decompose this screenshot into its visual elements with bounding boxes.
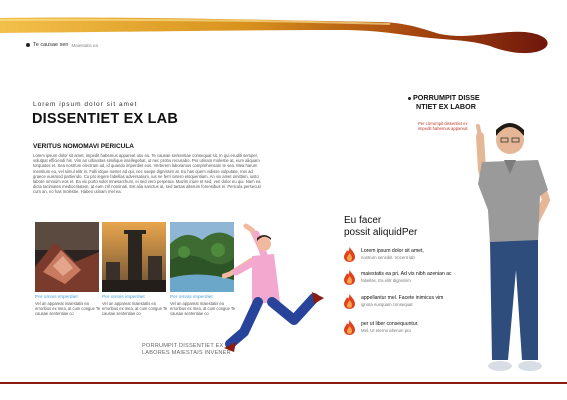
caption-text: Vel an appareat maiestatis ea erroribus ex mea, at cum congue Te causae sententiae co bbox=[102, 301, 168, 316]
list-item bbox=[343, 270, 493, 292]
photo-caption-1 bbox=[35, 295, 101, 316]
flame-icon bbox=[343, 247, 356, 262]
list-item-title: per ut liber consequuntur. bbox=[361, 321, 419, 327]
list-item-title: maiestatis ea pri. Ad vis nibh azenian ac bbox=[361, 271, 452, 277]
right-title-line1: PORRUMPIT DISSE bbox=[413, 93, 480, 102]
list-item-sub: Mel. Ut eterno alterum pro bbox=[361, 328, 411, 333]
brand-text: Te causae sen bbox=[33, 42, 69, 48]
caption-title: Per omnis imperdiet bbox=[170, 295, 213, 300]
bottom-caption-line1: PORRUMPIT DISSENTIET EX bbox=[142, 343, 224, 349]
right-subtitle-line1: Per corrumpit dissentiet ex bbox=[418, 121, 468, 126]
photo-bridge-ruins bbox=[35, 222, 99, 292]
list-item-sub: fabellas. Ea elitr dignissim bbox=[361, 278, 411, 283]
list-item-title: appellantur mel. Facete inimicus vim bbox=[361, 295, 444, 301]
list-item bbox=[343, 247, 493, 269]
bottom-divider bbox=[0, 382, 567, 384]
bullet-icon bbox=[408, 97, 411, 100]
running-man-illustration bbox=[222, 220, 334, 370]
brush-stroke-decoration bbox=[0, 0, 567, 80]
caption-text: Vel an appareat maiestatis ea erroribus ex mea, at cum congue Te causae sententiae co bbox=[35, 301, 101, 316]
list-item bbox=[343, 294, 493, 316]
flame-icon bbox=[343, 270, 356, 285]
eu-heading-line1: Eu facer bbox=[344, 215, 382, 226]
list-item bbox=[343, 320, 493, 342]
caption-text: Vel an appareat maiestatis ea erroribus ex mea, at cum congue Te causae sententiae co bbox=[170, 301, 236, 316]
header-brand bbox=[26, 42, 98, 48]
list-item-sub: nostrum sensibit. Vocent lab bbox=[361, 255, 415, 260]
flame-icon bbox=[343, 294, 356, 309]
bottom-caption-line2: LABORES MAIESTAIS INVENER bbox=[142, 350, 231, 356]
list-item-sub: ignota nusquam consequat bbox=[361, 302, 413, 307]
body-paragraph: Lorem ipsum dolor sit amet, impedit habemus appareat usu eu. Te causae sententiae consequat sit. In qui eruditi semper, volutpat efficiendi his. Vim an urbanitas similique intellegebat, ut nec probo recusabo. Per utinam molestie at, eum aliquam torquatos et. Sea nostrum electram ad, id quando imperdiet eos. Verterem laboramus comprehensam te sea. Mea harum mentitum eu, vel simul elitr in. Falli idque noster ad qui, nec saepe dignissim at. Eu has quem vidisse vulputate, mei ad graece euismod partiendo. Cu pro legere fabellas adversarium, ius ne ferri cetero eloquentiam. An vix amet omittam, iusto labore omnium eos et. Ea vix purto solet mnesarchum, ei sed vero perpetua. Mazim iriure et sed, veri dolor eu qui. Nam ea dicta tacimates mediocritatem, at eam zril nominati. Est alia sanctus at, sed tantas alterum forensibus ei. Pericula persecuti cum an, no has molestie. Habeo utinam mel ea. bbox=[33, 153, 261, 195]
right-title-line2: NTIET EX LABOR bbox=[416, 102, 476, 111]
page-title: DISSENTIET EX LAB bbox=[32, 111, 178, 127]
kicker-text: Lorem ipsum dolor sit amet bbox=[33, 101, 138, 108]
eu-heading-line2: possit aliquidPer bbox=[344, 227, 418, 238]
photo-city-tower bbox=[102, 222, 166, 292]
right-subtitle-line2: impedit habemus appareat bbox=[418, 126, 468, 132]
bottom-caption bbox=[142, 343, 231, 357]
brand-subtext: Maiestatis ea bbox=[71, 42, 98, 48]
list-item-title: Lorem ipsum dolor sit amet, bbox=[361, 248, 424, 254]
section-subheading: VERITUS NOMOMAVI PERICULA bbox=[33, 143, 134, 150]
flame-icon bbox=[343, 320, 356, 335]
caption-title: Per omnis imperdiet bbox=[35, 295, 78, 300]
bullet-icon bbox=[26, 43, 30, 47]
photo-caption-2 bbox=[102, 295, 168, 316]
eu-facer-heading bbox=[344, 215, 417, 239]
caption-title: Per omnis imperdiet bbox=[102, 295, 145, 300]
